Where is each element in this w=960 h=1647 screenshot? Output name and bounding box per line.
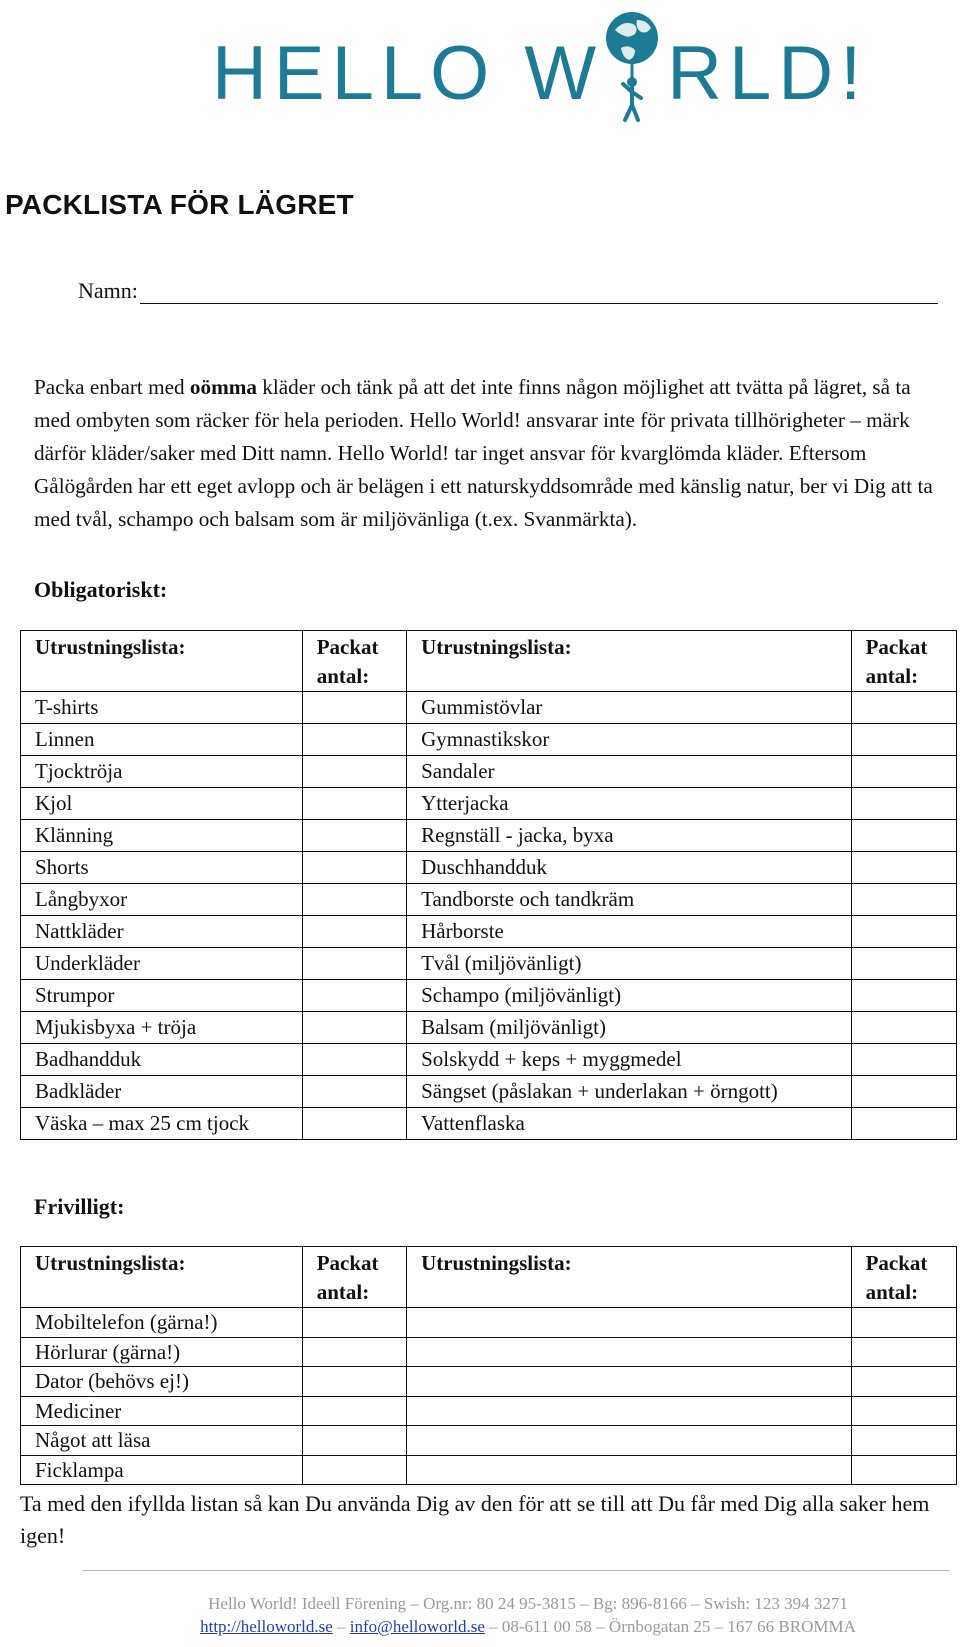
- page-title: PACKLISTA FÖR LÄGRET: [5, 189, 354, 220]
- item-right: Sandaler: [407, 756, 852, 788]
- item-left: Kjol: [21, 788, 303, 820]
- count-cell-left[interactable]: [302, 1396, 406, 1426]
- item-left: Underkläder: [21, 948, 303, 980]
- item-left: Linnen: [21, 724, 303, 756]
- count-cell-left[interactable]: [302, 788, 406, 820]
- count-cell-left[interactable]: [302, 852, 406, 884]
- optional-title: Frivilligt:: [34, 1194, 125, 1219]
- table-row: [21, 916, 957, 948]
- item-right: Ytterjacka: [407, 788, 852, 820]
- count-cell-right[interactable]: [851, 980, 956, 1012]
- item-right: [407, 1455, 852, 1485]
- count-cell-right[interactable]: [851, 1308, 956, 1338]
- header-count-left: Packat antal:: [302, 631, 406, 692]
- table-row: [21, 1396, 957, 1426]
- count-cell-right[interactable]: [851, 1044, 956, 1076]
- count-cell-left[interactable]: [302, 724, 406, 756]
- name-label: Namn:: [78, 278, 138, 303]
- footer-line-1: Hello World! Ideell Förening – Org.nr: 80 24 95-3815 – Bg: 896-8166 – Swish: 123 394 3271: [208, 1594, 848, 1613]
- count-cell-right[interactable]: [851, 1337, 956, 1367]
- count-cell-right[interactable]: [851, 1455, 956, 1485]
- count-cell-left[interactable]: [302, 948, 406, 980]
- count-cell-right[interactable]: [851, 1426, 956, 1456]
- item-right: Hårborste: [407, 916, 852, 948]
- mandatory-title: Obligatoriskt:: [34, 577, 168, 602]
- count-cell-right[interactable]: [851, 852, 956, 884]
- logo-text-left: HELLO W: [212, 30, 604, 116]
- count-cell-left[interactable]: [302, 1076, 406, 1108]
- table-header-row: [21, 1247, 957, 1308]
- email-link[interactable]: info@helloworld.se: [349, 1617, 485, 1636]
- header-count-right: Packat antal:: [851, 1247, 956, 1308]
- item-left: Shorts: [21, 852, 303, 884]
- item-right: Tandborste och tandkräm: [407, 884, 852, 916]
- item-left: Mjukisbyxa + tröja: [21, 1012, 303, 1044]
- item-left: Nattkläder: [21, 916, 303, 948]
- table-row: [21, 756, 957, 788]
- header-item-left: Utrustningslista:: [21, 1247, 303, 1308]
- table-row: [21, 1308, 957, 1338]
- item-left: Väska – max 25 cm tjock: [21, 1108, 303, 1140]
- mandatory-table: [20, 630, 957, 1140]
- count-cell-left[interactable]: [302, 820, 406, 852]
- count-cell-left[interactable]: [302, 1426, 406, 1456]
- item-right: Vattenflaska: [407, 1108, 852, 1140]
- count-cell-right[interactable]: [851, 756, 956, 788]
- count-cell-left[interactable]: [302, 1044, 406, 1076]
- intro-text-1: Packa enbart med: [34, 375, 190, 399]
- item-right: Gymnastikskor: [407, 724, 852, 756]
- item-left: Badhandduk: [21, 1044, 303, 1076]
- footer-divider: [82, 1570, 950, 1571]
- header-item-left: Utrustningslista:: [21, 631, 303, 692]
- name-input-line[interactable]: [140, 279, 938, 304]
- table-row: [21, 980, 957, 1012]
- item-right: [407, 1426, 852, 1456]
- count-cell-right[interactable]: [851, 1076, 956, 1108]
- table-row: [21, 948, 957, 980]
- item-right: Schampo (miljövänligt): [407, 980, 852, 1012]
- count-cell-right[interactable]: [851, 788, 956, 820]
- table-row: [21, 820, 957, 852]
- table-row: [21, 788, 957, 820]
- intro-text-2: kläder och tänk på att det inte finns någon möjlighet att tvätta på lägret, så ta med ombyten som räcker för hela perioden. Hello World! ansvarar inte för privata tillhörigheter – märk därför kläder/saker med Ditt namn. Hello World! tar inget ansvar för kvarglömda kläder. Eftersom Gålögården har ett eget avlopp och är belägen i ett naturskyddsområde med känslig natur, ber vi Dig att ta med tvål, schampo och balsam som är miljövänliga (t.ex. Svanmärkta).: [34, 375, 933, 531]
- table-row: [21, 1337, 957, 1367]
- item-left: Mobiltelefon (gärna!): [21, 1308, 303, 1338]
- table-row: [21, 1367, 957, 1397]
- count-cell-left[interactable]: [302, 1367, 406, 1397]
- closing-text: Ta med den ifyllda listan så kan Du använda Dig av den för att se till att Du får med Dig alla saker hem igen!: [20, 1491, 930, 1548]
- table-row: [21, 1076, 957, 1108]
- table-row: [21, 692, 957, 724]
- header-count-right: Packat antal:: [851, 631, 956, 692]
- globe-figure-icon: [601, 8, 663, 123]
- count-cell-left[interactable]: [302, 756, 406, 788]
- item-left: Något att läsa: [21, 1426, 303, 1456]
- logo: [0, 0, 960, 135]
- count-cell-right[interactable]: [851, 1396, 956, 1426]
- count-cell-left[interactable]: [302, 1308, 406, 1338]
- table-row: [21, 852, 957, 884]
- count-cell-left[interactable]: [302, 884, 406, 916]
- table-header-row: [21, 631, 957, 692]
- footer-contact: – 08-611 00 58 – Örnbogatan 25 – 167 66 BROMMA: [484, 1617, 856, 1636]
- count-cell-right[interactable]: [851, 1012, 956, 1044]
- count-cell-right[interactable]: [851, 1367, 956, 1397]
- intro-paragraph: [34, 371, 952, 536]
- item-right: Sängset (påslakan + underlakan + örngott): [407, 1076, 852, 1108]
- count-cell-right[interactable]: [851, 884, 956, 916]
- item-right: Duschhandduk: [407, 852, 852, 884]
- item-left: Mediciner: [21, 1396, 303, 1426]
- table-row: [21, 1426, 957, 1456]
- item-right: Gummistövlar: [407, 692, 852, 724]
- footer-separator: –: [332, 1617, 350, 1636]
- item-left: Hörlurar (gärna!): [21, 1337, 303, 1367]
- item-right: Tvål (miljövänligt): [407, 948, 852, 980]
- header-item-right: Utrustningslista:: [407, 631, 852, 692]
- item-right: [407, 1367, 852, 1397]
- item-left: Tjocktröja: [21, 756, 303, 788]
- table-row: [21, 1108, 957, 1140]
- table-row: [21, 1012, 957, 1044]
- item-left: T-shirts: [21, 692, 303, 724]
- footer-line-2: [48, 1618, 960, 1635]
- item-left: Dator (behövs ej!): [21, 1367, 303, 1397]
- item-left: Klänning: [21, 820, 303, 852]
- header-item-right: Utrustningslista:: [407, 1247, 852, 1308]
- item-left: Strumpor: [21, 980, 303, 1012]
- table-row: [21, 884, 957, 916]
- table-row: [21, 1455, 957, 1485]
- header-count-left: Packat antal:: [302, 1247, 406, 1308]
- item-right: Solskydd + keps + myggmedel: [407, 1044, 852, 1076]
- intro-bold: oömma: [189, 375, 257, 399]
- count-cell-left[interactable]: [302, 1455, 406, 1485]
- item-right: [407, 1396, 852, 1426]
- count-cell-right[interactable]: [851, 1108, 956, 1140]
- item-right: [407, 1337, 852, 1367]
- count-cell-left[interactable]: [302, 1012, 406, 1044]
- logo-wordmark: [212, 16, 868, 131]
- item-right: Regnställ - jacka, byxa: [407, 820, 852, 852]
- website-link[interactable]: http://helloworld.se: [200, 1617, 333, 1636]
- count-cell-right[interactable]: [851, 820, 956, 852]
- count-cell-right[interactable]: [851, 916, 956, 948]
- count-cell-right[interactable]: [851, 692, 956, 724]
- item-right: [407, 1308, 852, 1338]
- count-cell-right[interactable]: [851, 724, 956, 756]
- item-left: Badkläder: [21, 1076, 303, 1108]
- count-cell-left[interactable]: [302, 916, 406, 948]
- logo-text-right: RLD!: [667, 30, 869, 116]
- name-field: [78, 278, 938, 304]
- count-cell-left[interactable]: [302, 1108, 406, 1140]
- item-right: Balsam (miljövänligt): [407, 1012, 852, 1044]
- count-cell-left[interactable]: [302, 980, 406, 1012]
- count-cell-left[interactable]: [302, 1337, 406, 1367]
- optional-table: [20, 1246, 957, 1485]
- table-row: [21, 1044, 957, 1076]
- item-left: Långbyxor: [21, 884, 303, 916]
- count-cell-right[interactable]: [851, 948, 956, 980]
- item-left: Ficklampa: [21, 1455, 303, 1485]
- table-row: [21, 724, 957, 756]
- count-cell-left[interactable]: [302, 692, 406, 724]
